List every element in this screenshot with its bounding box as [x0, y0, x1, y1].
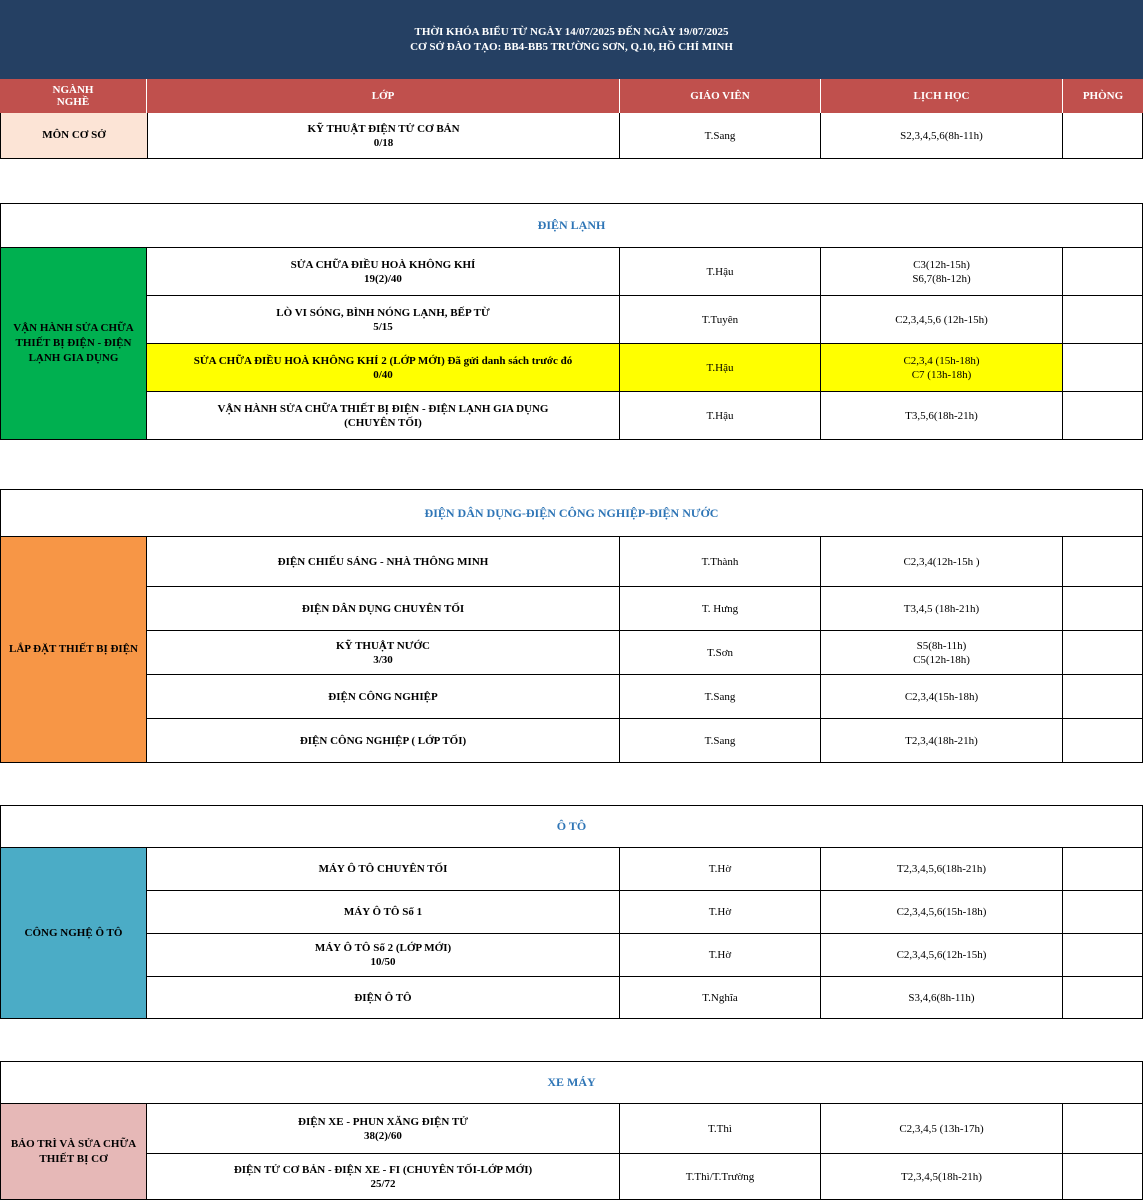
- class-count: 10/50: [370, 956, 396, 968]
- teacher-cell: T.Sơn: [620, 631, 821, 675]
- schedule-line: S5(8h-11h): [916, 639, 967, 652]
- class-cell: [147, 934, 620, 977]
- class-cell: [147, 1154, 620, 1200]
- col-header-giao-vien: GIÁO VIÊN: [620, 79, 821, 113]
- schedule-line: C5(12h-18h): [913, 653, 970, 666]
- room-cell: [1063, 719, 1143, 763]
- category-mon-co-so: MÔN CƠ SỞ: [0, 113, 147, 159]
- table-row-class: [147, 113, 620, 159]
- teacher-cell: T.Hậu: [620, 248, 821, 296]
- category-dien-lanh: VẬN HÀNH SỬA CHỮA THIẾT BỊ ĐIỆN - ĐIỆN LẠNH GIA DỤNG: [0, 247, 147, 440]
- schedule-line: C2,3,4 (15h-18h): [903, 354, 980, 367]
- category-bao-tri-sua-chua: BẢO TRÌ VÀ SỬA CHỮA THIẾT BỊ CƠ: [0, 1103, 147, 1200]
- class-name: KỸ THUẬT NƯỚC: [336, 639, 430, 652]
- header-title: THỜI KHÓA BIỂU TỪ NGÀY 14/07/2025 ĐẾN NGÀY 19/07/2025: [414, 25, 729, 38]
- room-cell: [1063, 587, 1143, 631]
- room-cell: [1063, 977, 1143, 1019]
- class-cell: [147, 537, 620, 587]
- section-title-xe-may: XE MÁY: [0, 1061, 1143, 1104]
- class-cell: [147, 719, 620, 763]
- teacher-cell: T.Nghĩa: [620, 977, 821, 1019]
- class-cell: [147, 675, 620, 719]
- teacher-cell: T.Thành: [620, 537, 821, 587]
- class-cell: [147, 392, 620, 440]
- room-cell: [1063, 848, 1143, 891]
- class-count: 0/18: [373, 136, 394, 149]
- teacher-cell: T.Sang: [620, 113, 821, 159]
- teacher-cell: T.Sang: [620, 719, 821, 763]
- section-title-dien-lanh: ĐIỆN LẠNH: [0, 203, 1143, 248]
- class-cell: [147, 296, 620, 344]
- class-count: 5/15: [373, 320, 393, 333]
- class-cell: [147, 1104, 620, 1154]
- col-header-lop: LỚP: [147, 79, 620, 113]
- class-cell: [147, 631, 620, 675]
- class-cell: [147, 848, 620, 891]
- room-cell: [1063, 537, 1143, 587]
- class-count: 38(2)/60: [364, 1129, 402, 1142]
- class-name: ĐIỆN CÔNG NGHIỆP: [328, 690, 438, 703]
- schedule-line: S6,7(8h-12h): [912, 272, 971, 285]
- class-name: ĐIỆN XE - PHUN XĂNG ĐIỆN TỬ: [298, 1115, 468, 1128]
- section-title-dien-dan-dung: ĐIỆN DÂN DỤNG-ĐIỆN CÔNG NGHIỆP-ĐIỆN NƯỚC: [0, 489, 1143, 537]
- schedule-cell: C2,3,4,5,6(15h-18h): [821, 891, 1063, 934]
- class-name: ĐIỆN CHIẾU SÁNG - NHÀ THÔNG MINH: [277, 555, 489, 568]
- col-header-phong: PHÒNG: [1063, 79, 1143, 113]
- header-location: CƠ SỞ ĐÀO TẠO: BB4-BB5 TRƯỜNG SƠN, Q.10, HỒ CHÍ MINH: [410, 40, 733, 53]
- room-cell: [1063, 344, 1143, 392]
- class-name: MÁY Ô TÔ CHUYÊN TỐI: [318, 863, 448, 875]
- room-cell: [1063, 891, 1143, 934]
- category-lap-dat-thiet-bi-dien: LẮP ĐẶT THIẾT BỊ ĐIỆN: [0, 536, 147, 763]
- class-name: ĐIỆN DÂN DỤNG CHUYÊN TỐI: [301, 602, 465, 615]
- schedule-cell: T2,3,4,5(18h-21h): [821, 1154, 1063, 1200]
- schedule-cell: C2,3,4(15h-18h): [821, 675, 1063, 719]
- teacher-cell: T. Hưng: [620, 587, 821, 631]
- teacher-cell: T.Hậu: [620, 344, 821, 392]
- col-header-lich-hoc: LỊCH HỌC: [821, 79, 1063, 113]
- class-count: 3/30: [373, 653, 393, 666]
- room-cell: [1063, 248, 1143, 296]
- teacher-cell: T.Hờ: [620, 848, 821, 891]
- schedule-line: C7 (13h-18h): [911, 368, 972, 381]
- teacher-cell: T.Hậu: [620, 392, 821, 440]
- schedule-cell: [821, 248, 1063, 296]
- class-count: (CHUYÊN TỐI): [344, 416, 422, 429]
- teacher-cell: T.Hờ: [620, 891, 821, 934]
- schedule-cell: C2,3,4(12h-15h ): [821, 537, 1063, 587]
- class-cell: [147, 587, 620, 631]
- schedule-cell: S3,4,6(8h-11h): [821, 977, 1063, 1019]
- teacher-cell: T.Sang: [620, 675, 821, 719]
- class-name: VẬN HÀNH SỬA CHỮA THIẾT BỊ ĐIỆN - ĐIỆN LẠNH GIA DỤNG: [217, 402, 549, 415]
- class-name: ĐIỆN Ô TÔ: [354, 991, 412, 1004]
- class-cell: [147, 977, 620, 1019]
- teacher-cell: T.Thì/T.Trường: [620, 1154, 821, 1200]
- schedule-header: [0, 0, 1143, 79]
- schedule-cell: T2,3,4,5,6(18h-21h): [821, 848, 1063, 891]
- class-count: 0/40: [373, 368, 393, 381]
- col-header-nganh: [0, 79, 147, 113]
- schedule-cell: S2,3,4,5,6(8h-11h): [821, 113, 1063, 159]
- class-name: MÁY Ô TÔ Số 1: [343, 906, 423, 918]
- class-name: KỸ THUẬT ĐIỆN TỬ CƠ BẢN: [307, 122, 460, 135]
- room-cell: [1063, 631, 1143, 675]
- schedule-line: C3(12h-15h): [913, 258, 970, 271]
- class-name: LÒ VI SÓNG, BÌNH NÓNG LẠNH, BẾP TỪ: [276, 306, 490, 319]
- class-name: SỬA CHỮA ĐIỀU HOÀ KHÔNG KHÍ: [290, 258, 476, 271]
- room-cell: [1063, 392, 1143, 440]
- class-name: MÁY Ô TÔ Số 2 (LỚP MỚI): [314, 942, 452, 954]
- room-cell: [1063, 675, 1143, 719]
- schedule-cell: [821, 344, 1063, 392]
- schedule-cell: T3,4,5 (18h-21h): [821, 587, 1063, 631]
- room-cell: [1063, 1154, 1143, 1200]
- class-count: 25/72: [370, 1177, 396, 1190]
- class-name: ĐIỆN TỬ CƠ BẢN - ĐIỆN XE - FI (CHUYÊN TỐI-LỚP MỚI): [233, 1163, 533, 1176]
- class-cell-highlighted: [147, 344, 620, 392]
- teacher-cell: T.Thì: [620, 1104, 821, 1154]
- category-cong-nghe-o-to: CÔNG NGHỆ Ô TÔ: [0, 847, 147, 1019]
- class-cell: [147, 891, 620, 934]
- schedule-cell: C2,3,4,5 (13h-17h): [821, 1104, 1063, 1154]
- class-count: 19(2)/40: [364, 272, 402, 285]
- section-title-o-to: Ô TÔ: [0, 805, 1143, 848]
- class-cell: [147, 248, 620, 296]
- class-name: SỬA CHỮA ĐIỀU HOÀ KHÔNG KHÍ 2 (LỚP MỚI) Đã gửi danh sách trước đó: [193, 354, 573, 367]
- teacher-cell: T.Hờ: [620, 934, 821, 977]
- schedule-cell: T3,5,6(18h-21h): [821, 392, 1063, 440]
- room-cell: [1063, 934, 1143, 977]
- schedule-cell: [821, 631, 1063, 675]
- room-cell: [1063, 1104, 1143, 1154]
- schedule-cell: T2,3,4(18h-21h): [821, 719, 1063, 763]
- col-header-nganh-line1: NGÀNH: [52, 84, 94, 96]
- class-name: ĐIỆN CÔNG NGHIỆP ( LỚP TỐI): [299, 734, 467, 747]
- col-header-nganh-line2: NGHỀ: [56, 96, 90, 108]
- room-cell: [1063, 113, 1143, 159]
- schedule-cell: C2,3,4,5,6(12h-15h): [821, 934, 1063, 977]
- teacher-cell: T.Tuyên: [620, 296, 821, 344]
- schedule-cell: C2,3,4,5,6 (12h-15h): [821, 296, 1063, 344]
- room-cell: [1063, 296, 1143, 344]
